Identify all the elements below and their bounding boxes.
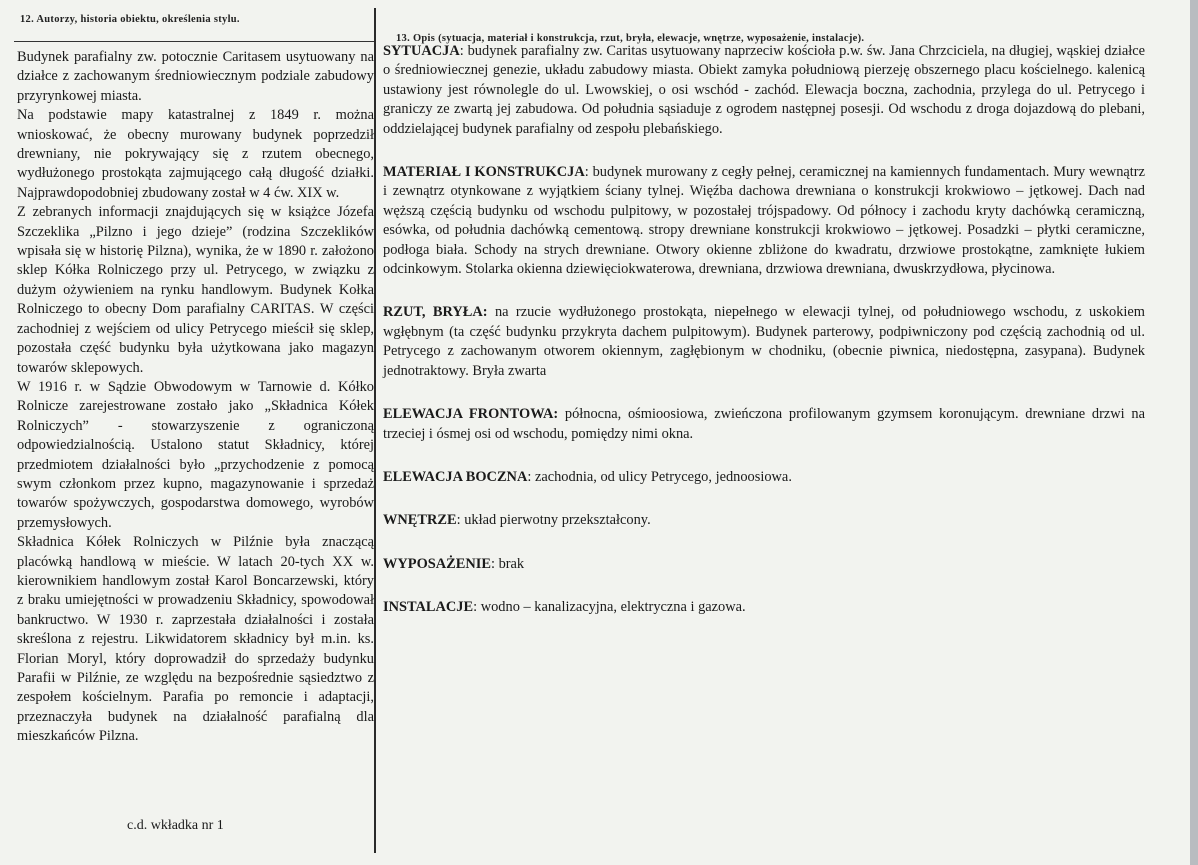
section-furnishing: WYPOSAŻENIE: brak <box>383 555 525 572</box>
section-title: ELEWACJA FRONTOWA: <box>383 406 559 423</box>
section-situation: SYTUACJA: budynek parafialny zw. Caritas usytuowany naprzeciw kościoła p.w. św. Jana Chrzciciela, na długiej, wąskiej działce o średniowiecznej genezie, układu zabudowy miasta. Obiekt zamyka południową pierzeję obszernego placu kościelnego. kalenicą ustawiony jest równolegle do ul. Lwowskiej, o osi wschód - zachód. Elewacja boczna, zachodnia, przylega do ul. Petrycego i graniczy ze zwartą jej zabudowa. Od południa sąsiaduje z ogrodem następnej posesji. Od wschodu z droga dojazdową do plebani, oddzielającej budynek parafialny od zespołu plebańskiego. <box>383 43 1145 137</box>
section-text: układ pierwotny przekształcony. <box>464 512 651 529</box>
section-text: budynek murowany z cegły pełnej, ceramicznej na kamiennych fundamentach. Mury wewnątrz i zewnątrz otynkowane z wyjątkiem ściany tylnej. Więźba dachowa drewniana o konstrukcji krokwiowo – jętkowej. Dach nad węższą częścią budynku od wschodu pulpitowy, w pozostałej trójspadowy. Od północy i zachodu kryty dachówką ceramiczną, esówka, od południa dachówką cementową. stropy drewniane konstrukcji krokwiowo – jętkowej. Posadzki – płytki ceramiczne, podłoga biała. Schody na strych drewniane. Otwory okienne zbliżone do kwadratu, drzwiowe prostokątne, zamknięte łukiem odcinkowym. Stolarka okienna dziewięciokwaterowa, drewniana, drzwiowa drewniana, dwuskrzydłowa, płycinowa. <box>383 164 1145 278</box>
section-title: RZUT, BRYŁA: <box>383 304 488 321</box>
history-header: 12. Autorzy, historia obiektu, określenia stylu. <box>20 14 240 25</box>
section-text: zachodnia, od ulicy Petrycego, jednoosiowa. <box>534 468 792 485</box>
section-title: SYTUACJA <box>383 43 460 59</box>
continuation-note: c.d. wkładka nr 1 <box>127 818 224 833</box>
section-interior: WNĘTRZE: układ pierwotny przekształcony. <box>383 512 651 529</box>
header-rule <box>14 41 376 42</box>
description-header: 13. Opis (sytuacja, materiał i konstrukcja, rzut, bryła, elewacje, wnętrze, wyposażenie, instalacje). <box>396 33 865 44</box>
section-front-elevation <box>383 405 1145 444</box>
section-title: MATERIAŁ I KONSTRUKCJA <box>383 164 585 181</box>
section-text: brak <box>498 555 525 572</box>
scan-edge <box>1190 0 1198 865</box>
section-material: MATERIAŁ I KONSTRUKCJA: budynek murowany z cegły pełnej, ceramicznej na kamiennych fundamentach. Mury wewnątrz i zewnątrz otynkowane z wyjątkiem ściany tylnej. Więźba dachowa drewniana o konstrukcji krokwiowo – jętkowej. Dach nad węższą częścią budynku od wschodu pulpitowy, w pozostałej trójspadowy. Od północy i zachodu kryty dachówką ceramiczną, esówka, od południa dachówką cementową. stropy drewniane konstrukcji krokwiowo – jętkowej. Posadzki – płytki ceramiczne, podłoga biała. Schody na strych drewniane. Otwory okienne zbliżone do kwadratu, drzwiowe prostokątne, zamknięte łukiem odcinkowym. Stolarka okienna dziewięciokwaterowa, drewniana, drzwiowa drewniana, dwuskrzydłowa, płycinowa. <box>383 164 1145 278</box>
history-text <box>17 48 374 747</box>
description-column <box>383 0 1173 865</box>
section-title: INSTALACJE <box>383 599 474 616</box>
description-text <box>383 42 1145 618</box>
section-side-elevation: ELEWACJA BOCZNA: zachodnia, od ulicy Petrycego, jednoosiowa. <box>383 468 792 485</box>
section-plan <box>383 303 1145 381</box>
history-paragraph: Budynek parafialny zw. potocznie Caritasem usytuowany na działce z zachowanym średniowiecznym podziale zabudowy przyrynkowej miasta. <box>17 49 374 104</box>
column-divider <box>374 8 376 853</box>
section-title: WNĘTRZE <box>383 512 457 529</box>
section-installations: INSTALACJE: wodno – kanalizacyjna, elektryczna i gazowa. <box>383 599 746 616</box>
section-title: WYPOSAŻENIE <box>383 555 491 572</box>
section-title: ELEWACJA BOCZNA <box>383 468 528 485</box>
section-text: północna, ośmioosiowa, zwieńczona profilowanym gzymsem koronującym. drewniane drzwi na trzeciej i ósmej osi od wschodu, pomiędzy nimi okna. <box>383 406 1145 442</box>
history-paragraph: Z zebranych informacji znajdujących się w książce Józefa Szczeklika „Pilzno i jego dzieje” (rodzina Szczeklików wpisała się w historię Pilzna), wynika, że w 1890 r. założono sklep Kółka Rolniczego przy ul. Petrycego, w związku z dużym ożywieniem na rynku handlowym. Budynek Kołka Rolniczego to obecny Dom parafialny CARITAS. W części zachodniej z wejściem od ulicy Petrycego mieścił się sklep, pozostała część budynku była użytkowana jako magazyn towarów sklepowych. <box>17 204 374 376</box>
section-text: wodno – kanalizacyjna, elektryczna i gazowa. <box>480 599 746 616</box>
history-column <box>14 0 374 865</box>
history-paragraph: Na podstawie mapy katastralnej z 1849 r. można wnioskować, że obecny murowany budynek poprzedził drewniany, nie pokrywający się z rzutem obecnego, wydłużonego prostokąta zajmującego całą długość działki. Najprawdopodobniej zbudowany został w 4 ćw. XIX w. <box>17 107 374 201</box>
history-paragraph: Składnica Kółek Rolniczych w Pilźnie była znaczącą placówką handlową w mieście. W latach 20-tych XX w. kierownikiem handlowym został Karol Boncarzewski, który z braku umiejętności w prowadzeniu Składnicy, spowodował bankructwo. W 1930 r. zaprzestała działalności i została skreślona z rejestru. Likwidatorem składnicy był m.in. ks. Florian Moryl, który doprowadził do sprzedaży budynku Parafii w Pilźnie, ze względu na bezpośrednie sąsiedztwo z zespołem kościelnym. Parafia po remoncie i adaptacji, przeznaczyła budynek na działalność parafialną dla mieszkańców Pilzna. <box>17 534 374 745</box>
section-text: na rzucie wydłużonego prostokąta, niepełnego w elewacji tylnej, od południowego wschodu, z uskokiem wgłębnym (ta część budynku przykryta dachem pulpitowym). Budynek parterowy, podpiwniczony pod częścią zachodnią od ul. Petrycego z zachowanym otworem okiennym, zagłębionym w chodniku, (obecnie piwnica, niedostępna, zasypana). Budynek jednotraktowy. Bryła zwarta <box>383 304 1145 379</box>
history-paragraph: W 1916 r. w Sądzie Obwodowym w Tarnowie d. Kółko Rolnicze zarejestrowane zostało jako „Składnica Kółek Rolniczych” - stowarzyszenie z ograniczoną odpowiedzialnością. Ustalono statut Składnicy, której przedmiotem działalności było „przychodzenie z pomocą swym członkom przez kupno, magazynowanie i sprzedaż towarów spożywczych, gospodarstwa domowego, wyrobów przemysłowych. <box>17 378 374 531</box>
section-text: budynek parafialny zw. Caritas usytuowany naprzeciw kościoła p.w. św. Jana Chrzciciela, na długiej, wąskiej działce o średniowiecznej genezie, układu zabudowy miasta. Obiekt zamyka południową pierzeję obszernego placu kościelnego. kalenicą ustawiony jest równolegle do ul. Lwowskiej, o osi wschód - zachód. Elewacja boczna, zachodnia, przylega do ul. Petrycego i graniczy ze zwartą jej zabudowa. Od południa sąsiaduje z ogrodem następnej posesji. Od wschodu z droga dojazdową do plebani, oddzielającej budynek parafialny od zespołu plebańskiego. <box>383 43 1145 137</box>
